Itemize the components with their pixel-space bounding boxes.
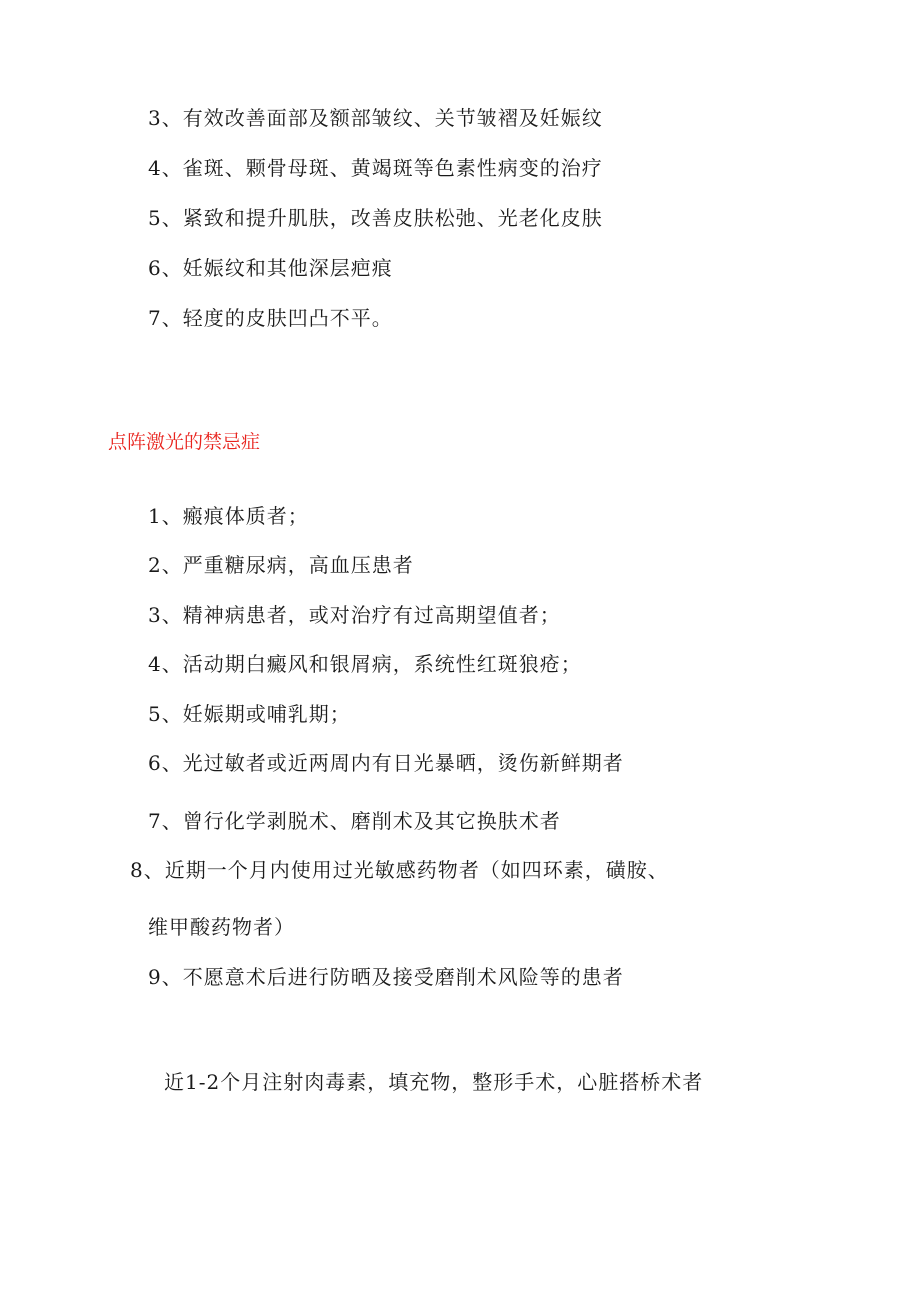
contraindication-item-4: 4、活动期白癜风和银屑病，系统性红斑狼疮； — [148, 652, 582, 676]
footer-note: 近1-2个月注射肉毒素，填充物，整形手术，心脏搭桥术者 — [164, 1070, 704, 1094]
contraindication-item-2: 2、严重糖尿病，高血压患者 — [148, 553, 414, 577]
contraindication-item-1: 1、瘢痕体质者； — [148, 504, 309, 528]
contraindication-item-9: 9、不愿意术后进行防晒及接受磨削术风险等的患者 — [148, 965, 624, 989]
indication-item-4: 4、雀斑、颗骨母斑、黄竭斑等色素性病变的治疗 — [148, 156, 603, 180]
contraindication-item-8-continued: 维甲酸药物者） — [148, 915, 295, 939]
contraindication-item-7: 7、曾行化学剥脱术、磨削术及其它换肤术者 — [148, 809, 561, 833]
indication-item-6: 6、妊娠纹和其他深层疤痕 — [148, 256, 393, 280]
contraindication-item-6: 6、光过敏者或近两周内有日光暴晒，烫伤新鲜期者 — [148, 751, 624, 775]
indication-item-3: 3、有效改善面部及额部皱纹、关节皱褶及妊娠纹 — [148, 106, 603, 130]
contraindications-heading: 点阵激光的禁忌症 — [108, 431, 261, 453]
contraindication-item-8: 8、近期一个月内使用过光敏感药物者（如四环素，磺胺、 — [130, 858, 669, 882]
contraindication-item-5: 5、妊娠期或哺乳期； — [148, 702, 351, 726]
indication-item-7: 7、轻度的皮肤凹凸不平。 — [148, 306, 393, 330]
contraindication-item-3: 3、精神病患者，或对治疗有过高期望值者； — [148, 603, 561, 627]
indication-item-5: 5、紧致和提升肌肤，改善皮肤松弛、光老化皮肤 — [148, 206, 603, 230]
